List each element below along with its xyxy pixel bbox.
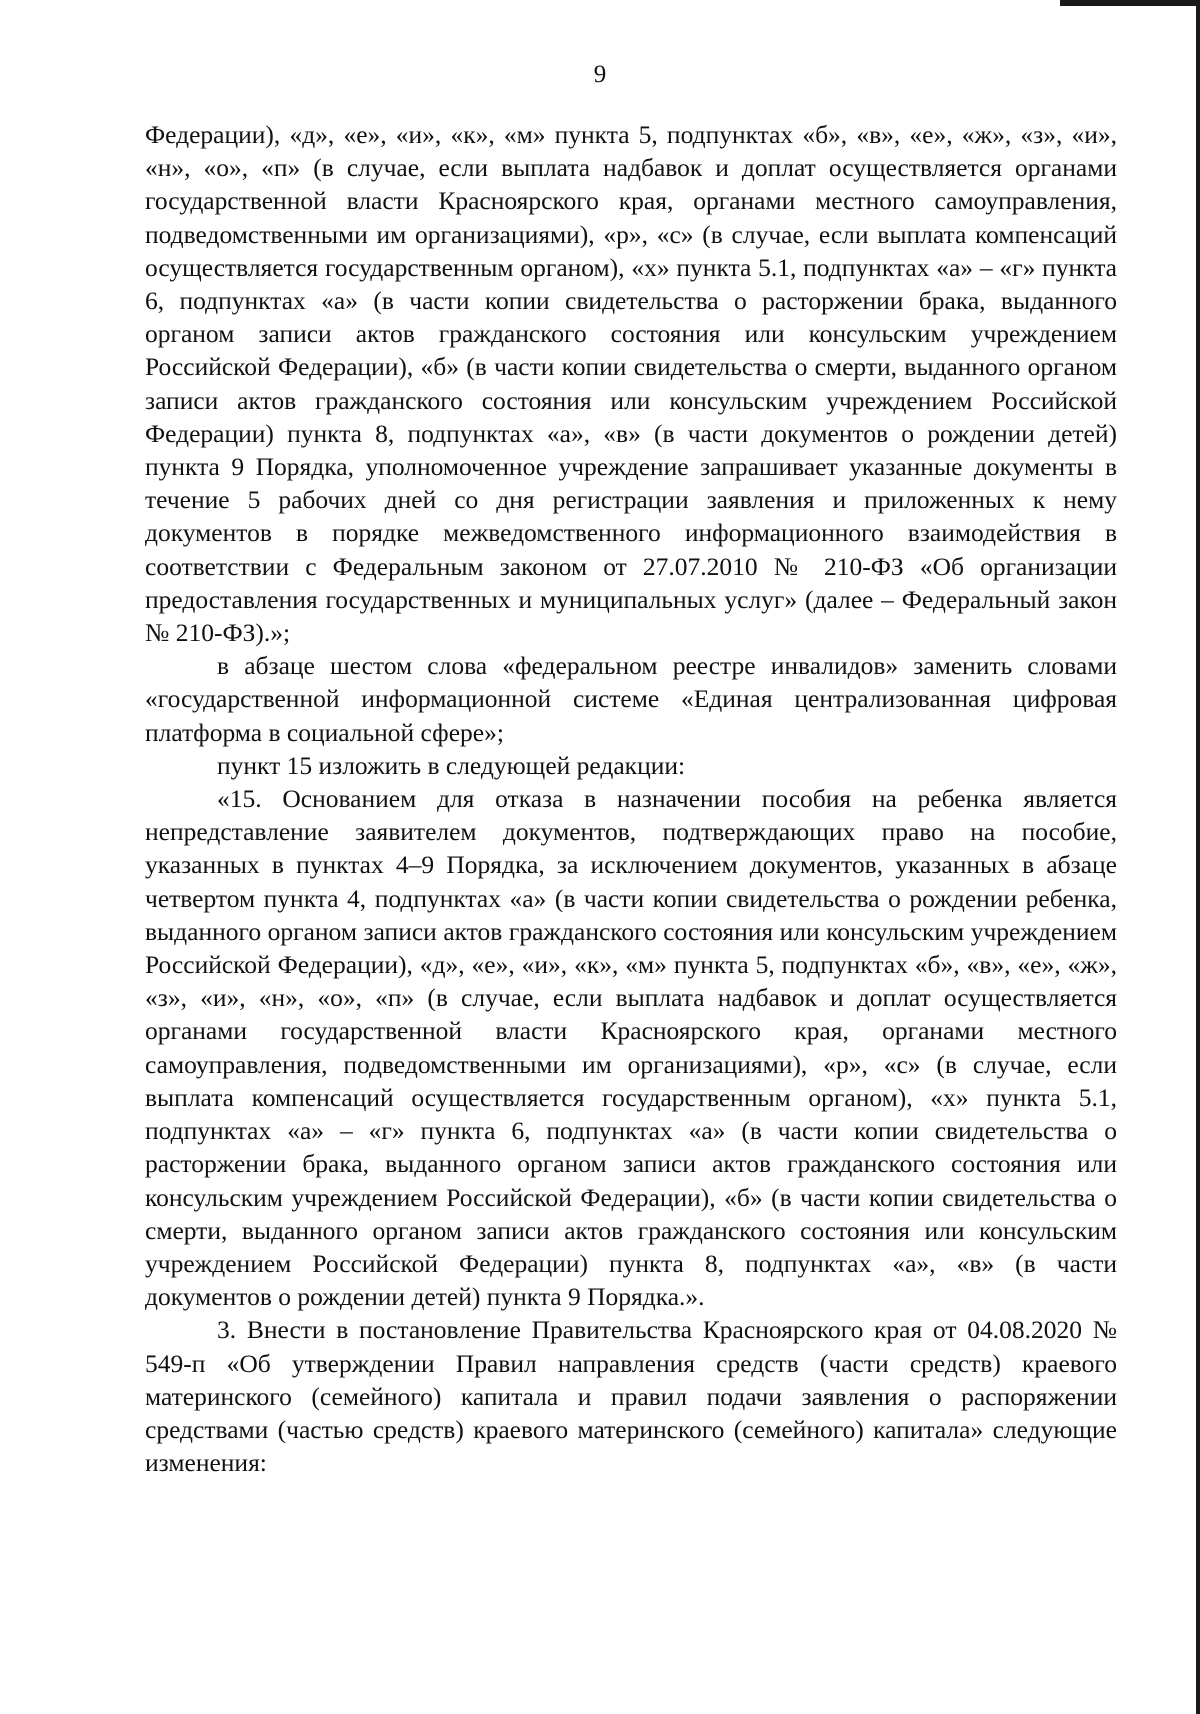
scan-edge-right xyxy=(1196,0,1200,1714)
paragraph-amendment-abzac: в абзаце шестом слова «федеральном реестре инвалидов» заменить словами «государственной информационной системе «Единая централизованная цифровая платформа в социальной сфере»; xyxy=(145,651,1117,747)
scan-edge-top xyxy=(1060,0,1200,6)
paragraph-amendment-point-15: пункт 15 изложить в следующей редакции: xyxy=(217,750,686,780)
paragraph-section-3: 3. Внести в постановление Правительства Красноярского края от 04.08.2020 № 549-п «Об утверждении Правил направления средств (части средств) краевого материнского (семейного) капитала и правил подачи заявления о распоряжении средствами (частью средств) краевого материнского (семейного) капитала» следующие изменения: xyxy=(145,1315,1117,1478)
document-body xyxy=(145,118,1117,1479)
paragraph-continuation: Федерации), «д», «е», «и», «к», «м» пункта 5, подпунктах «б», «в», «е», «ж», «з», «и», «н», «о», «п» (в случае, если выплата надбавок и доплат осуществляется органами государственной власти Красноярского края, органами местного самоуправления, подведомственными им организациями), «р», «с» (в случае, если выплата компенсаций осуществляется государственным органом), «х» пункта 5.1, подпунктах «а» – «г» пункта 6, подпунктах «а» (в части копии свидетельства о расторжении брака, выданного органом записи актов гражданского состояния или консульским учреждением Российской Федерации), «б» (в части копии свидетельства о смерти, выданного органом записи актов гражданского состояния или консульским учреждением Российской Федерации) пункта 8, подпунктах «а», «в» (в части документов о рождении детей) пункта 9 Порядка, уполномоченное учреждение запрашивает указанные документы в течение 5 рабочих дней со дня регистрации заявления и приложенных к нему документов в порядке межведомственного информационного взаимодействия в соответствии с Федеральным законом от 27.07.2010 № 210-ФЗ «Об организации предоставления государственных и муниципальных услуг» (далее – Федеральный закон № 210-ФЗ).»; xyxy=(145,120,1117,648)
page-number: 9 xyxy=(593,61,607,88)
paragraph-point-15-text: «15. Основанием для отказа в назначении пособия на ребенка является непредставление заявителем документов, подтверждающих право на пособие, указанных в пунктах 4–9 Порядка, за исключением документов, указанных в абзаце четвертом пункта 4, подпунктах «а» (в части копии свидетельства о рождении ребенка, выданного органом записи актов гражданского состояния или консульским учреждением Российской Федерации), «д», «е», «и», «к», «м» пункта 5, подпунктах «б», «в», «е», «ж», «з», «и», «н», «о», «п» (в случае, если выплата надбавок и доплат осуществляется органами государственной власти Красноярского края, органами местного самоуправления, подведомственными им организациями), «р», «с» (в случае, если выплата компенсаций осуществляется государственным органом), «х» пункта 5.1, подпунктах «а» – «г» пункта 6, подпунктах «а» (в части копии свидетельства о расторжении брака, выданного органом записи актов гражданского состояния или консульским учреждением Российской Федерации), «б» (в части копии свидетельства о смерти, выданного органом записи актов гражданского состояния или консульским учреждением Российской Федерации) пункта 8, подпунктах «а», «в» (в части документов о рождении детей) пункта 9 Порядка.». xyxy=(145,784,1117,1312)
